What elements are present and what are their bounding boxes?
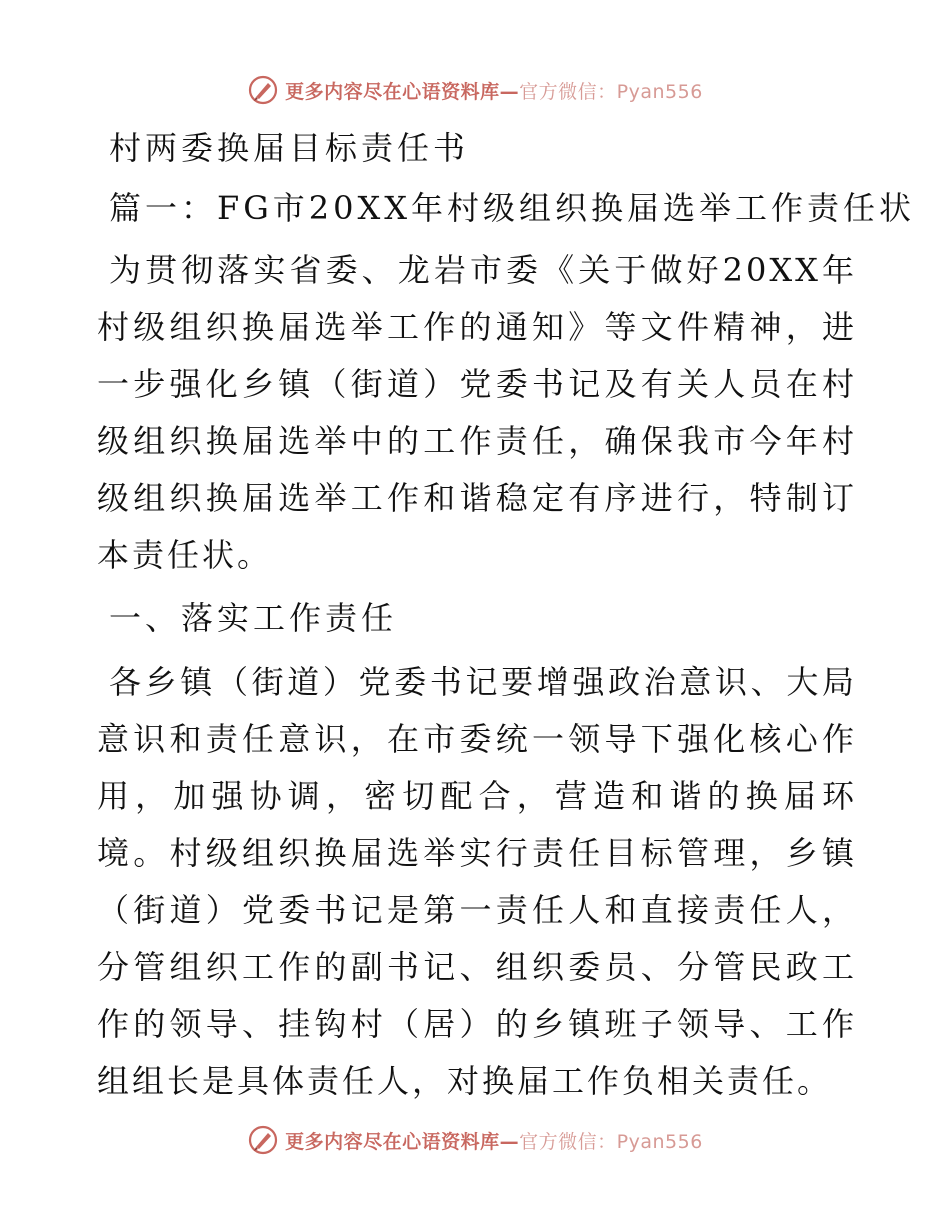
header-banner bbox=[0, 70, 950, 110]
banner-text bbox=[285, 77, 703, 104]
banner-prefix: 更多内容尽在心语资料库— bbox=[285, 1130, 520, 1153]
section-heading: 一、落实工作责任 bbox=[109, 599, 398, 637]
section-paragraph: 各乡镇（街道）党委书记要增强政治意识、大局意识和责任意识，在市委统一领导下强化核心作用，加强协调，密切配合，营造和谐的换届环境。村级组织换届选举实行责任目标管理，乡镇（街道）党委书记是第一责任人和直接责任人，分管组织工作的副书记、组织委员、分管民政工作的领导、挂钩村（居）的乡镇班子领导、工作组组长是具体责任人，对换届工作负相关责任。 bbox=[97, 663, 857, 1100]
banner-text bbox=[285, 1127, 703, 1154]
banner-suffix: 官方微信：Pyan556 bbox=[519, 1130, 703, 1153]
intro-paragraph: 为贯彻落实省委、龙岩市委《关于做好20XX年村级组织换届选举工作的通知》等文件精神，进一步强化乡镇（街道）党委书记及有关人员在村级组织换届选举中的工作责任，确保我市今年村级组织换届选举工作和谐稳定有序进行，特制订本责任状。 bbox=[97, 251, 857, 574]
document-body bbox=[97, 122, 916, 1118]
document-subtitle: 篇一：FG市20XX年村级组织换届选举工作责任状 bbox=[109, 189, 916, 227]
banner-prefix: 更多内容尽在心语资料库— bbox=[285, 80, 520, 103]
footer-banner bbox=[0, 1120, 950, 1160]
pen-logo-icon bbox=[247, 1124, 279, 1156]
pen-logo-icon bbox=[247, 74, 279, 106]
banner-suffix: 官方微信：Pyan556 bbox=[519, 80, 703, 103]
document-title: 村两委换届目标责任书 bbox=[109, 129, 470, 167]
